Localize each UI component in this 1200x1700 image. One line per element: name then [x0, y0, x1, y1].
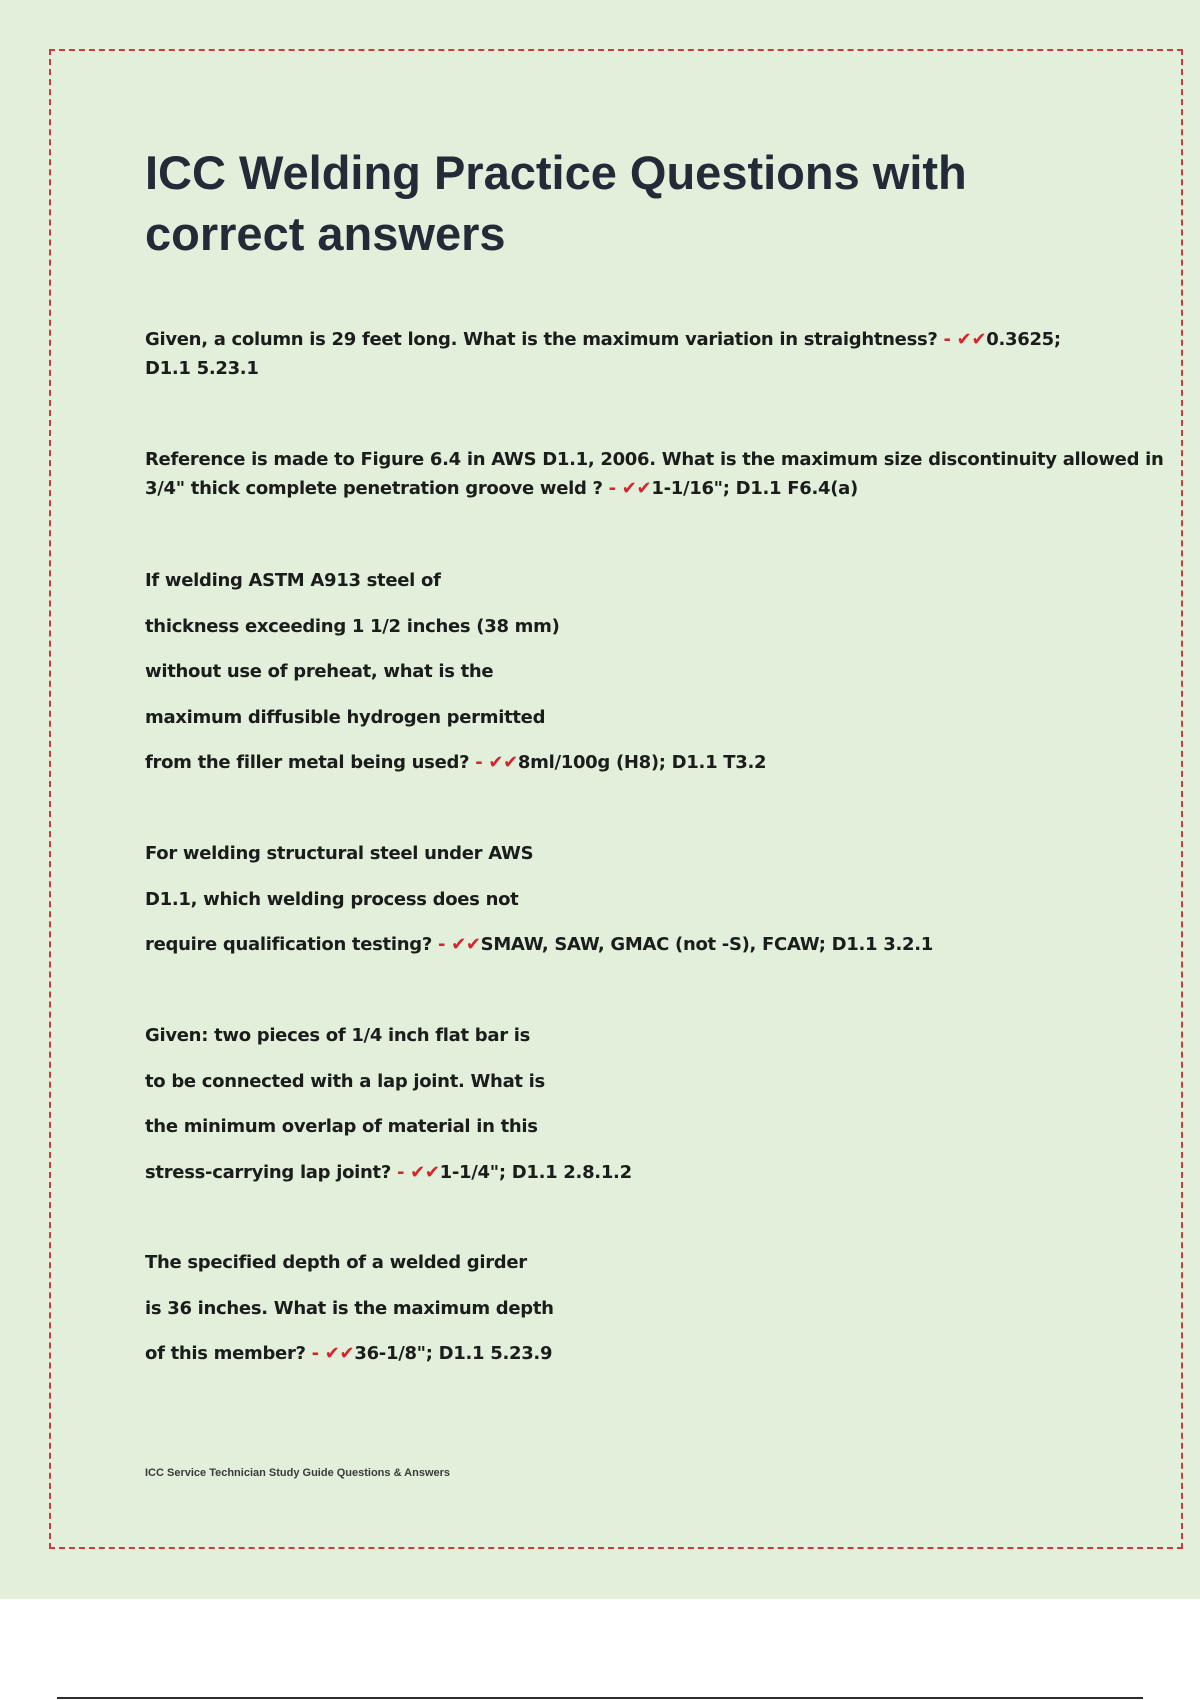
question-6 — [145, 1240, 1100, 1377]
answer-marker: - ✔✔ — [396, 1161, 440, 1183]
question-4-answer: SMAW, SAW, GMAC (not -S), FCAW; D1.1 3.2.1 — [480, 934, 933, 955]
document-title: ICC Welding Practice Questions with correct answers — [145, 146, 967, 260]
answer-marker: - ✔✔ — [475, 752, 518, 773]
answer-marker: - ✔✔ — [608, 478, 652, 499]
question-6-line-2: is 36 inches. What is the maximum depth — [145, 1297, 554, 1319]
question-6-line-3: of this member? — [145, 1343, 306, 1364]
question-4-line-3: require qualification testing? — [145, 934, 432, 955]
question-3-line-3: without use of preheat, what is the — [145, 661, 494, 682]
question-3-line-5: from the filler metal being used? — [145, 752, 470, 773]
question-4 — [145, 831, 1100, 968]
question-5-line-2: to be connected with a lap joint. What is — [145, 1070, 545, 1092]
question-3-line-4: maximum diffusible hydrogen permitted — [145, 706, 546, 728]
question-2 — [145, 445, 1164, 503]
question-3-line-1: If welding ASTM A913 steel of — [145, 570, 441, 591]
question-4-line-2: D1.1, which welding process does not — [145, 888, 519, 910]
question-1 — [145, 325, 1100, 383]
answer-marker: - ✔✔ — [437, 934, 481, 955]
question-1-answer: 0.3625; D1.1 5.23.1 — [145, 329, 1061, 379]
question-3-line-2: thickness exceeding 1 1/2 inches (38 mm) — [145, 615, 560, 637]
footer-note: ICC Service Technician Study Guide Questions & Answers — [145, 1467, 451, 1479]
question-5-answer: 1-1/4"; D1.1 2.8.1.2 — [439, 1161, 632, 1183]
question-3-answer: 8ml/100g (H8); D1.1 T3.2 — [517, 752, 767, 773]
question-2-line-1: Reference is made to Figure 6.4 in AWS D1.1, 2006. What is the maximum size discontinuity allowed in — [145, 449, 1164, 470]
question-4-line-1: For welding structural steel under AWS — [145, 843, 534, 864]
question-6-answer: 36-1/8"; D1.1 5.23.9 — [354, 1343, 553, 1364]
question-3 — [145, 558, 1100, 786]
question-5-line-1: Given: two pieces of 1/4 inch flat bar is — [145, 1025, 531, 1046]
question-1-text: Given, a column is 29 feet long. What is the maximum variation in straightness? — [145, 329, 938, 350]
answer-marker: - ✔✔ — [943, 329, 987, 350]
question-2-line-2: 3/4" thick complete penetration groove weld ? — [145, 478, 603, 499]
question-6-line-1: The specified depth of a welded girder — [145, 1252, 527, 1273]
question-2-answer: 1-1/16"; D1.1 F6.4(a) — [651, 478, 858, 499]
question-5-line-4: stress-carrying lap joint? — [145, 1161, 391, 1183]
question-5-line-3: the minimum overlap of material in this — [145, 1116, 538, 1137]
question-5 — [145, 1013, 1100, 1195]
page-bottom-rule — [57, 1697, 1143, 1699]
answer-marker: - ✔✔ — [311, 1343, 355, 1364]
